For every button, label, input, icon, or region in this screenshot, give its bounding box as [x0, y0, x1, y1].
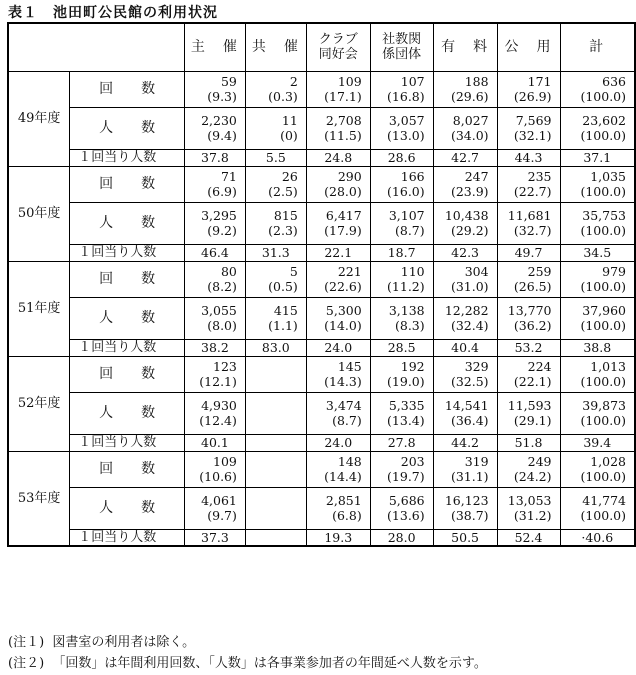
- per-value: 24.8: [306, 149, 370, 166]
- ninzu-value: 2,851: [325, 493, 362, 508]
- ninzu-cell: [433, 297, 497, 339]
- ninzu-percent: (100.0): [580, 413, 626, 428]
- kaisu-percent: (100.0): [580, 184, 626, 199]
- ninzu-value: 6,417: [325, 208, 362, 223]
- kaisu-value: 235: [527, 169, 552, 184]
- per-value: 5.5: [245, 149, 306, 166]
- per-value: 38.2: [184, 339, 245, 356]
- kaisu-value: 319: [464, 454, 489, 469]
- kaisu-percent: (100.0): [580, 374, 626, 389]
- kaisu-percent: (10.6): [199, 469, 237, 484]
- kaisu-value: 1,028: [590, 454, 626, 469]
- kaisu-cell: [433, 166, 497, 202]
- column-header-label: 計: [589, 38, 606, 55]
- ninzu-cell: [560, 202, 635, 244]
- kaisu-percent: (11.2): [387, 279, 425, 294]
- kaisu-value: 59: [220, 74, 237, 89]
- ninzu-value: 3,138: [388, 303, 425, 318]
- table-row: [8, 529, 635, 546]
- table-row: [8, 339, 635, 356]
- column-header: [370, 23, 433, 71]
- kaisu-percent: (22.7): [513, 184, 552, 199]
- ninzu-value: 2,230: [201, 113, 237, 128]
- kaisu-cell: [560, 166, 635, 202]
- kaisu-percent: (32.5): [450, 374, 489, 389]
- ninzu-cell: [497, 487, 560, 529]
- kaisu-cell: [245, 71, 306, 107]
- kaisu-value: 80: [220, 264, 237, 279]
- per-value: 53.2: [497, 339, 560, 356]
- row-label: １回当り人数: [70, 529, 185, 546]
- per-value: 51.8: [497, 434, 560, 451]
- kaisu-cell: [184, 71, 245, 107]
- ninzu-percent: (13.0): [387, 128, 425, 143]
- ninzu-cell: [306, 107, 370, 149]
- ninzu-percent: (29.2): [450, 223, 489, 238]
- ninzu-value: 815: [273, 208, 298, 223]
- kaisu-value: 224: [527, 359, 552, 374]
- table-row: [8, 297, 635, 339]
- per-value: 31.3: [245, 244, 306, 261]
- kaisu-cell: [245, 261, 306, 297]
- kaisu-percent: (8.2): [207, 279, 237, 294]
- ninzu-cell: [184, 487, 245, 529]
- per-value: ·40.6: [560, 529, 635, 546]
- per-value: 50.5: [433, 529, 497, 546]
- table-row: [8, 392, 635, 434]
- column-header-label: 有 料: [441, 38, 490, 55]
- table-row: [8, 487, 635, 529]
- ninzu-percent: (1.1): [268, 318, 298, 333]
- ninzu-value: 35,753: [582, 208, 626, 223]
- per-value: 19.3: [306, 529, 370, 546]
- ninzu-value: 5,335: [388, 398, 425, 413]
- per-value: 24.0: [306, 339, 370, 356]
- ninzu-percent: (36.4): [450, 413, 489, 428]
- per-value: 28.5: [370, 339, 433, 356]
- kaisu-cell: [245, 451, 306, 487]
- ninzu-value: 5,686: [388, 493, 425, 508]
- kaisu-cell: [370, 261, 433, 297]
- ninzu-percent: (0): [280, 128, 298, 143]
- ninzu-percent: (32.4): [450, 318, 489, 333]
- ninzu-percent: (13.6): [387, 508, 425, 523]
- column-header: [497, 23, 560, 71]
- per-value: [245, 434, 306, 451]
- column-header-line: 同好会: [318, 47, 358, 63]
- kaisu-value: 290: [337, 169, 362, 184]
- per-value: 28.6: [370, 149, 433, 166]
- ninzu-percent: (100.0): [580, 508, 626, 523]
- kaisu-percent: (14.4): [324, 469, 362, 484]
- ninzu-value: 41,774: [582, 493, 626, 508]
- kaisu-percent: (29.6): [450, 89, 489, 104]
- ninzu-cell: [245, 202, 306, 244]
- kaisu-cell: [560, 451, 635, 487]
- kaisu-percent: (22.6): [324, 279, 362, 294]
- ninzu-value: 23,602: [582, 113, 626, 128]
- ninzu-cell: [306, 487, 370, 529]
- per-value: 49.7: [497, 244, 560, 261]
- kaisu-percent: (0.3): [268, 89, 298, 104]
- kaisu-percent: (12.1): [199, 374, 237, 389]
- kaisu-value: 304: [464, 264, 489, 279]
- ninzu-value: 13,053: [507, 493, 552, 508]
- ninzu-value: 3,474: [325, 398, 362, 413]
- row-label: １回当り人数: [70, 339, 185, 356]
- kaisu-percent: (6.9): [207, 184, 237, 199]
- kaisu-value: 249: [527, 454, 552, 469]
- per-value: 42.3: [433, 244, 497, 261]
- kaisu-value: 221: [337, 264, 362, 279]
- kaisu-cell: [433, 356, 497, 392]
- kaisu-value: 110: [400, 264, 425, 279]
- ninzu-percent: (12.4): [199, 413, 237, 428]
- ninzu-cell: [306, 392, 370, 434]
- year-label: 50年度: [8, 166, 70, 261]
- ninzu-cell: [370, 107, 433, 149]
- kaisu-value: 5: [289, 264, 298, 279]
- ninzu-cell: [370, 392, 433, 434]
- ninzu-value: 11: [281, 113, 298, 128]
- kaisu-cell: [306, 451, 370, 487]
- per-value: 40.4: [433, 339, 497, 356]
- ninzu-cell: [245, 297, 306, 339]
- ninzu-value: 4,930: [201, 398, 237, 413]
- ninzu-cell: [370, 202, 433, 244]
- table-title: 表１ 池田町公民館の利用状況: [8, 5, 218, 21]
- row-label: 回 数: [70, 356, 185, 392]
- kaisu-cell: [370, 71, 433, 107]
- ninzu-percent: (8.0): [207, 318, 237, 333]
- kaisu-value: 188: [464, 74, 489, 89]
- column-header-line: 社教関: [382, 32, 422, 48]
- kaisu-value: 2: [289, 74, 298, 89]
- ninzu-cell: [497, 202, 560, 244]
- kaisu-percent: (2.5): [268, 184, 298, 199]
- ninzu-cell: [433, 107, 497, 149]
- ninzu-cell: [560, 487, 635, 529]
- per-value: 24.0: [306, 434, 370, 451]
- ninzu-value: 4,061: [201, 493, 237, 508]
- ninzu-cell: [245, 487, 306, 529]
- kaisu-cell: [370, 356, 433, 392]
- kaisu-value: 145: [337, 359, 362, 374]
- ninzu-percent: (11.5): [324, 128, 362, 143]
- ninzu-value: 14,541: [444, 398, 489, 413]
- row-label: 回 数: [70, 451, 185, 487]
- ninzu-cell: [370, 487, 433, 529]
- note-2: (注２) 「回数」は年間利用回数、「人数」は各事業参加者の年間延べ人数を示す。: [8, 656, 487, 671]
- kaisu-cell: [497, 261, 560, 297]
- kaisu-value: 636: [602, 74, 626, 89]
- per-value: 22.1: [306, 244, 370, 261]
- column-header: [245, 23, 306, 71]
- ninzu-value: 3,107: [388, 208, 425, 223]
- ninzu-percent: (9.2): [207, 223, 237, 238]
- kaisu-value: 148: [337, 454, 362, 469]
- ninzu-percent: (13.4): [387, 413, 425, 428]
- kaisu-value: 259: [527, 264, 552, 279]
- ninzu-value: 13,770: [507, 303, 552, 318]
- ninzu-value: 7,569: [515, 113, 552, 128]
- per-value: 46.4: [184, 244, 245, 261]
- column-header: [560, 23, 635, 71]
- row-label: 回 数: [70, 261, 185, 297]
- kaisu-percent: (24.2): [513, 469, 552, 484]
- ninzu-value: 415: [273, 303, 298, 318]
- per-value: 37.1: [560, 149, 635, 166]
- kaisu-cell: [433, 261, 497, 297]
- kaisu-percent: (100.0): [580, 89, 626, 104]
- per-value: 44.3: [497, 149, 560, 166]
- kaisu-cell: [184, 261, 245, 297]
- ninzu-value: 11,593: [507, 398, 552, 413]
- column-header: [306, 23, 370, 71]
- kaisu-cell: [306, 71, 370, 107]
- ninzu-cell: [497, 392, 560, 434]
- row-label: 人 数: [70, 107, 185, 149]
- ninzu-percent: (14.0): [324, 318, 362, 333]
- year-label: 49年度: [8, 71, 70, 166]
- ninzu-cell: [245, 392, 306, 434]
- column-header-label: 公 用: [504, 38, 553, 55]
- ninzu-value: 3,057: [388, 113, 425, 128]
- ninzu-percent: (34.0): [450, 128, 489, 143]
- kaisu-cell: [560, 356, 635, 392]
- ninzu-percent: (32.7): [513, 223, 552, 238]
- ninzu-value: 8,027: [452, 113, 489, 128]
- row-label: 人 数: [70, 487, 185, 529]
- column-header-line: 係団体: [382, 47, 422, 63]
- per-value: 83.0: [245, 339, 306, 356]
- kaisu-cell: [370, 451, 433, 487]
- kaisu-cell: [184, 451, 245, 487]
- kaisu-cell: [433, 71, 497, 107]
- year-label: 53年度: [8, 451, 70, 546]
- ninzu-percent: (36.2): [513, 318, 552, 333]
- ninzu-cell: [306, 297, 370, 339]
- kaisu-cell: [370, 166, 433, 202]
- ninzu-cell: [370, 297, 433, 339]
- table-row: [8, 451, 635, 487]
- table-row: [8, 244, 635, 261]
- per-value: 27.8: [370, 434, 433, 451]
- kaisu-percent: (23.9): [450, 184, 489, 199]
- kaisu-percent: (31.0): [450, 279, 489, 294]
- row-label: １回当り人数: [70, 434, 185, 451]
- row-label: 回 数: [70, 71, 185, 107]
- column-header: [184, 23, 245, 71]
- notes: [8, 632, 487, 674]
- ninzu-value: 10,438: [444, 208, 489, 223]
- table-row: [8, 107, 635, 149]
- kaisu-value: 247: [464, 169, 489, 184]
- ninzu-percent: (17.9): [324, 223, 362, 238]
- table-row: [8, 356, 635, 392]
- table-row: [8, 149, 635, 166]
- table-row: [8, 261, 635, 297]
- kaisu-value: 71: [220, 169, 237, 184]
- kaisu-value: 171: [527, 74, 552, 89]
- ninzu-value: 39,873: [582, 398, 626, 413]
- ninzu-cell: [433, 392, 497, 434]
- ninzu-cell: [560, 297, 635, 339]
- ninzu-cell: [497, 297, 560, 339]
- ninzu-cell: [184, 297, 245, 339]
- row-label: 回 数: [70, 166, 185, 202]
- kaisu-cell: [184, 166, 245, 202]
- ninzu-percent: (38.7): [450, 508, 489, 523]
- ninzu-percent: (9.7): [207, 508, 237, 523]
- ninzu-cell: [497, 107, 560, 149]
- per-value: 37.3: [184, 529, 245, 546]
- ninzu-cell: [560, 392, 635, 434]
- per-value: [245, 529, 306, 546]
- header-corner: [8, 23, 184, 71]
- row-label: 人 数: [70, 202, 185, 244]
- ninzu-value: 37,960: [582, 303, 626, 318]
- ninzu-value: 5,300: [325, 303, 362, 318]
- row-label: １回当り人数: [70, 244, 185, 261]
- kaisu-cell: [497, 451, 560, 487]
- column-header-line: クラブ: [318, 32, 358, 48]
- per-value: 34.5: [560, 244, 635, 261]
- usage-table: [7, 22, 636, 547]
- ninzu-percent: (31.2): [513, 508, 552, 523]
- ninzu-percent: (29.1): [513, 413, 552, 428]
- kaisu-percent: (0.5): [268, 279, 298, 294]
- ninzu-cell: [560, 107, 635, 149]
- column-header-label: 共 催: [251, 38, 300, 55]
- ninzu-cell: [184, 202, 245, 244]
- ninzu-percent: (8.3): [394, 318, 425, 333]
- per-value: 37.8: [184, 149, 245, 166]
- kaisu-percent: (19.7): [387, 469, 425, 484]
- ninzu-value: 16,123: [444, 493, 489, 508]
- kaisu-value: 329: [464, 359, 489, 374]
- kaisu-percent: (17.1): [324, 89, 362, 104]
- per-value: 40.1: [184, 434, 245, 451]
- ninzu-percent: (6.8): [332, 508, 362, 523]
- kaisu-percent: (9.3): [207, 89, 237, 104]
- kaisu-percent: (26.9): [513, 89, 552, 104]
- ninzu-percent: (100.0): [580, 318, 626, 333]
- kaisu-value: 192: [400, 359, 425, 374]
- ninzu-percent: (9.4): [207, 128, 237, 143]
- kaisu-value: 979: [602, 264, 626, 279]
- ninzu-cell: [184, 392, 245, 434]
- kaisu-cell: [306, 166, 370, 202]
- kaisu-percent: (19.0): [387, 374, 425, 389]
- kaisu-cell: [245, 356, 306, 392]
- kaisu-cell: [497, 71, 560, 107]
- year-label: 52年度: [8, 356, 70, 451]
- per-value: 52.4: [497, 529, 560, 546]
- kaisu-value: 166: [400, 169, 425, 184]
- kaisu-percent: (22.1): [513, 374, 552, 389]
- ninzu-value: 2,708: [325, 113, 362, 128]
- kaisu-value: 107: [400, 74, 425, 89]
- ninzu-cell: [433, 487, 497, 529]
- per-value: 42.7: [433, 149, 497, 166]
- kaisu-value: 109: [337, 74, 362, 89]
- ninzu-value: 3,295: [201, 208, 237, 223]
- kaisu-percent: (16.0): [387, 184, 425, 199]
- kaisu-cell: [184, 356, 245, 392]
- row-label: 人 数: [70, 297, 185, 339]
- kaisu-value: 1,035: [590, 169, 626, 184]
- ninzu-percent: (2.3): [268, 223, 298, 238]
- per-value: 18.7: [370, 244, 433, 261]
- kaisu-value: 26: [281, 169, 298, 184]
- kaisu-percent: (26.5): [513, 279, 552, 294]
- kaisu-cell: [245, 166, 306, 202]
- table-row: [8, 166, 635, 202]
- per-value: 28.0: [370, 529, 433, 546]
- kaisu-cell: [497, 356, 560, 392]
- ninzu-percent: (100.0): [580, 128, 626, 143]
- kaisu-percent: (16.8): [387, 89, 425, 104]
- table-row: [8, 202, 635, 244]
- per-value: 44.2: [433, 434, 497, 451]
- kaisu-value: 1,013: [590, 359, 626, 374]
- ninzu-percent: (100.0): [580, 223, 626, 238]
- ninzu-percent: (8.7): [332, 413, 362, 428]
- column-header-label: 主 催: [190, 38, 239, 55]
- note-1: (注１) 図書室の利用者は除く。: [8, 635, 196, 650]
- ninzu-cell: [306, 202, 370, 244]
- per-value: 38.8: [560, 339, 635, 356]
- kaisu-value: 203: [400, 454, 425, 469]
- kaisu-cell: [560, 71, 635, 107]
- ninzu-cell: [184, 107, 245, 149]
- table-row: [8, 434, 635, 451]
- header-row: [8, 23, 635, 71]
- ninzu-value: 11,681: [507, 208, 552, 223]
- ninzu-cell: [245, 107, 306, 149]
- table-row: [8, 71, 635, 107]
- kaisu-percent: (100.0): [580, 469, 626, 484]
- kaisu-value: 123: [213, 359, 237, 374]
- kaisu-cell: [560, 261, 635, 297]
- row-label: 人 数: [70, 392, 185, 434]
- kaisu-percent: (14.3): [324, 374, 362, 389]
- ninzu-percent: (32.1): [513, 128, 552, 143]
- kaisu-percent: (28.0): [324, 184, 362, 199]
- ninzu-value: 12,282: [444, 303, 489, 318]
- column-header: [433, 23, 497, 71]
- row-label: １回当り人数: [70, 149, 185, 166]
- ninzu-value: 3,055: [201, 303, 237, 318]
- ninzu-cell: [433, 202, 497, 244]
- kaisu-value: 109: [213, 454, 237, 469]
- kaisu-cell: [306, 356, 370, 392]
- year-label: 51年度: [8, 261, 70, 356]
- ninzu-percent: (8.7): [394, 223, 425, 238]
- kaisu-cell: [306, 261, 370, 297]
- kaisu-percent: (31.1): [450, 469, 489, 484]
- kaisu-percent: (100.0): [580, 279, 626, 294]
- per-value: 39.4: [560, 434, 635, 451]
- kaisu-cell: [497, 166, 560, 202]
- kaisu-cell: [433, 451, 497, 487]
